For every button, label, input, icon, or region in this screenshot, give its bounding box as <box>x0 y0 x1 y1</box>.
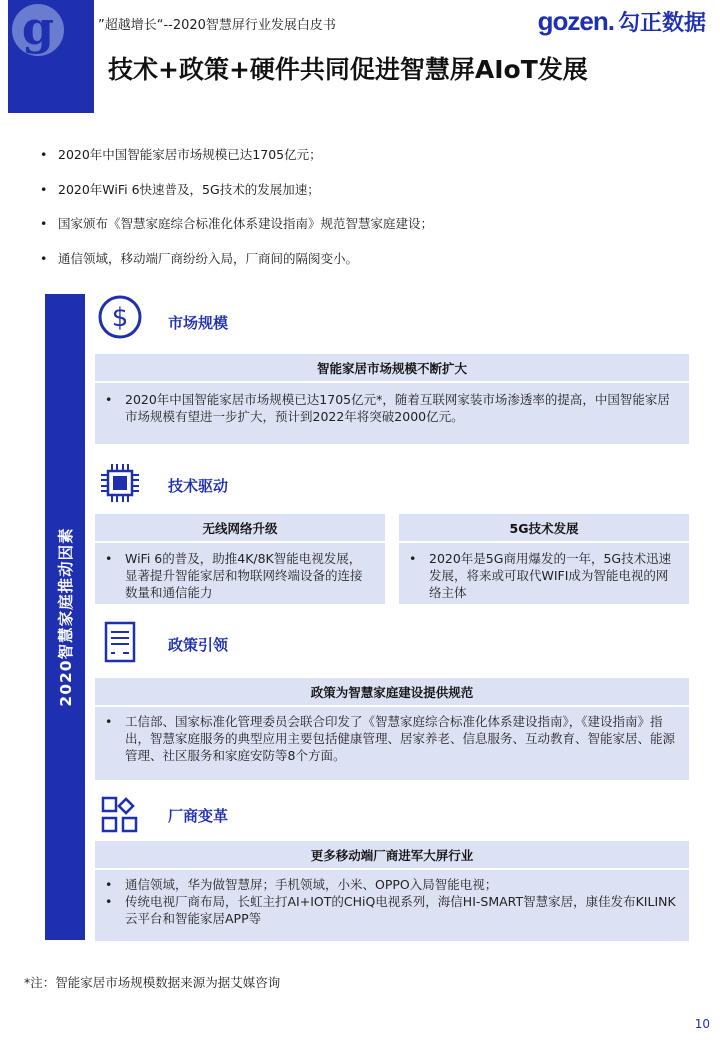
policy-card <box>95 678 689 780</box>
logo-block <box>8 0 94 113</box>
summary-item: • 2020年WiFi 6快速普及，5G技术的发展加速； <box>38 181 678 198</box>
card-divider <box>95 868 689 870</box>
footnote: *注：智能家居市场规模数据来源为据艾媒咨询 <box>24 975 281 990</box>
market-card <box>95 354 689 444</box>
section-title-tech: 技术驱动 <box>168 477 229 495</box>
card-title: 政策为智慧家庭建设提供规范 <box>310 685 474 700</box>
section-title-vendor: 厂商变革 <box>168 807 229 825</box>
brand-cn: 勾正数据 <box>617 11 706 36</box>
wireless-card <box>95 514 385 604</box>
apps-grid-icon <box>97 792 143 838</box>
summary-item: • 通信领域，移动端厂商纷纷入局，厂商间的隔阂变小。 <box>38 250 678 267</box>
card-title: 5G技术发展 <box>509 521 579 536</box>
card-bullets <box>125 713 677 764</box>
card-title: 无线网络升级 <box>202 521 278 536</box>
dollar-icon <box>97 294 143 340</box>
section-title-market: 市场规模 <box>168 314 229 332</box>
card-bullet: • 工信部、国家标准化管理委员会联合印发了《智慧家庭综合标准化体系建设指南》，《建设指南》指出，智慧家庭服务的典型应用主要包括健康管理、居家养老、信息服务、互动教育、智能家居、能源管理、社区服务和家庭安防等8个方面。 <box>125 713 677 764</box>
card-divider <box>95 705 689 707</box>
page-title: 技术+政策+硬件共同促进智慧屏AIoT发展 <box>108 55 588 84</box>
svg-text:$: $ <box>111 303 129 333</box>
report-subtitle: ”超越增长“--2020智慧屏行业发展白皮书 <box>98 18 336 33</box>
logo-letter: g <box>12 4 64 56</box>
card-bullets <box>125 876 677 927</box>
card-bullet: • 2020年是5G商用爆发的一年，5G技术迅速发展，将来或可取代WIFI成为智能电视的网络主体 <box>429 550 677 601</box>
card-bullet: • 通信领域，华为做智慧屏；手机领域，小米、OPPO入局智能电视； <box>125 876 677 893</box>
brand-logo <box>538 6 706 37</box>
chip-icon <box>97 460 143 506</box>
summary-item: • 2020年中国智能家居市场规模已达1705亿元； <box>38 146 678 163</box>
card-bullets <box>125 550 373 601</box>
card-bullet: • 2020年中国智能家居市场规模已达1705亿元*，随着互联网家装市场渗透率的提高，中国智能家居市场规模有望进一步扩大，预计到2022年将突破2000亿元。 <box>125 391 677 425</box>
summary-list <box>38 146 678 284</box>
page-number: 10 <box>694 1017 710 1031</box>
card-divider <box>95 541 385 543</box>
document-icon <box>97 620 143 666</box>
summary-item: • 国家颁布《智慧家庭综合标准化体系建设指南》规范智慧家庭建设； <box>38 215 678 232</box>
side-label: 2020智慧家庭推动因素 <box>57 527 75 707</box>
card-bullets <box>429 550 677 601</box>
brand-latin: gozen. <box>537 6 614 36</box>
card-title: 智能家居市场规模不断扩大 <box>316 361 467 376</box>
card-divider <box>95 381 689 383</box>
card-bullet: • WiFi 6的普及，助推4K/8K智能电视发展，显著提升智能家居和物联网终端设备的连接数量和通信能力 <box>125 550 373 601</box>
vendor-card <box>95 841 689 941</box>
side-label-bar <box>45 294 85 940</box>
5g-card <box>399 514 689 604</box>
card-bullets <box>125 391 677 425</box>
card-bullet: • 传统电视厂商布局，长虹主打AI+IOT的CHiQ电视系列，海信HI-SMART智慧家居，康佳发布KILINK云平台和智能家居APP等 <box>125 893 677 927</box>
section-title-policy: 政策引领 <box>168 636 229 654</box>
card-divider <box>399 541 689 543</box>
card-title: 更多移动端厂商进军大屏行业 <box>310 848 474 863</box>
